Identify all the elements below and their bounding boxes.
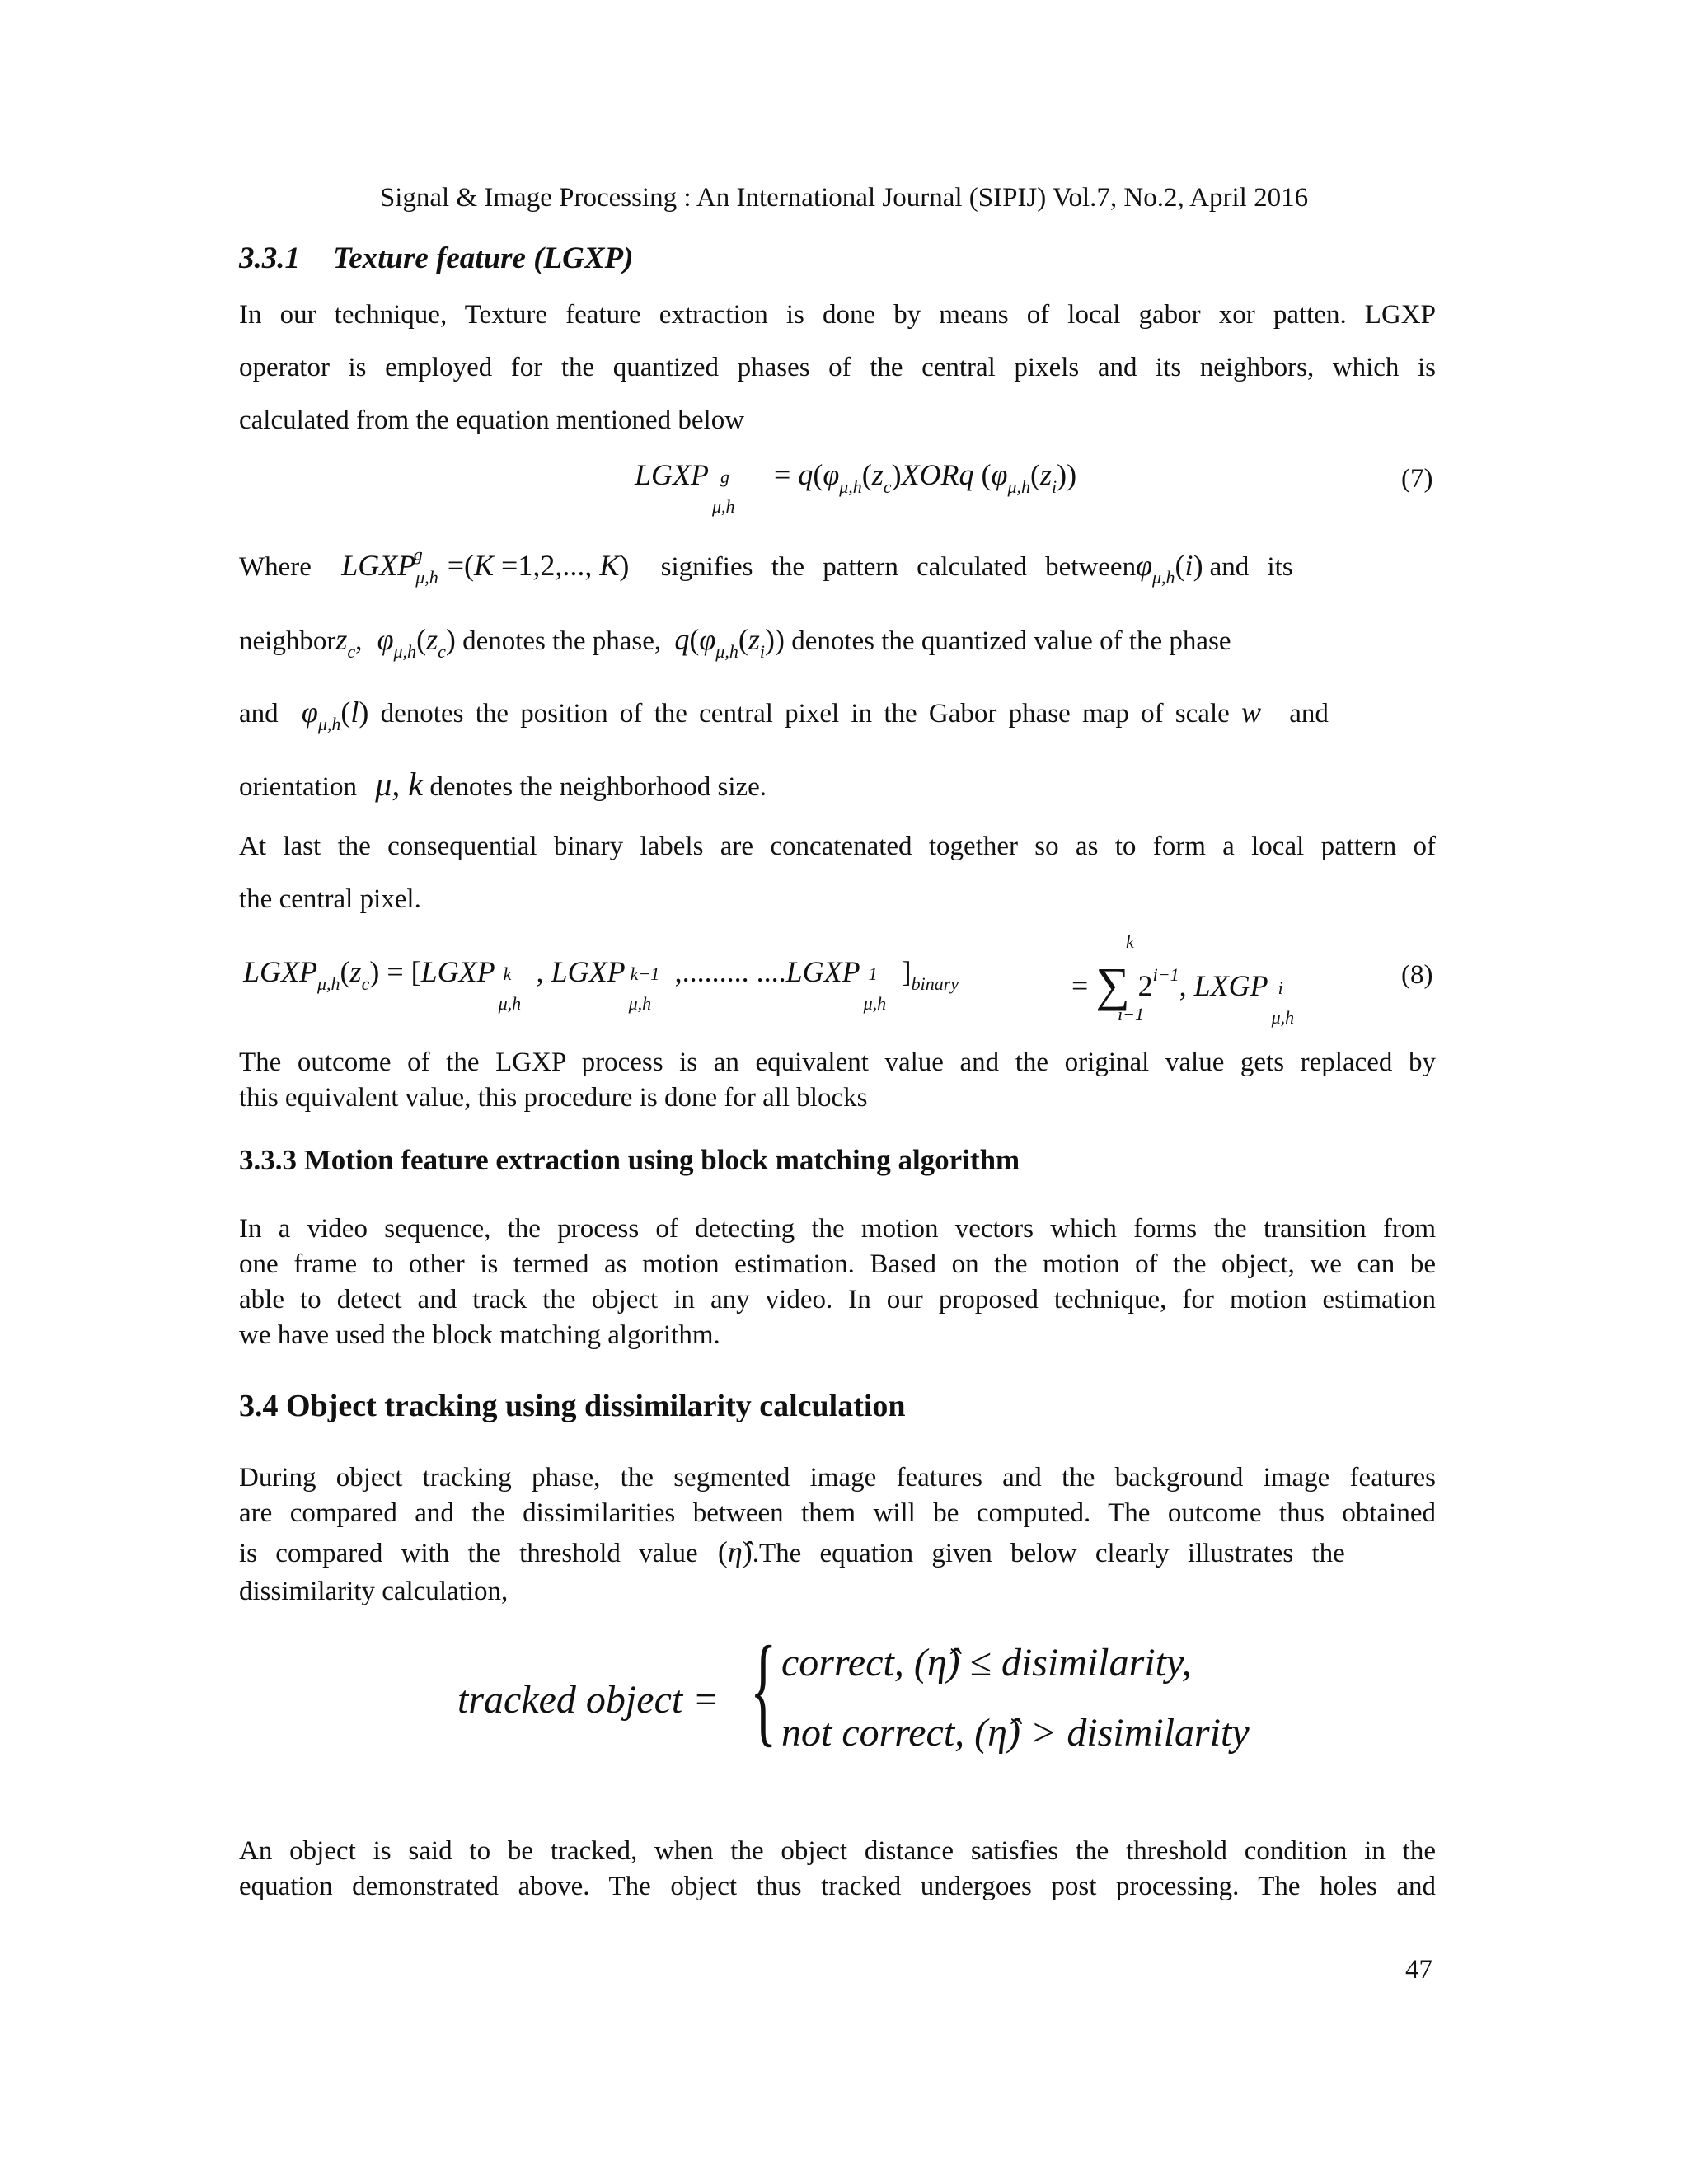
section-heading-3-3-3: 3.3.3 Motion feature extraction using block matching algorithm xyxy=(239,1144,1020,1176)
equation-8-rhs: = ∑ $2^{i-1}$, LXGP i μ,h xyxy=(1071,958,1295,1028)
section-number: 3.3.1 xyxy=(239,241,300,275)
orientation-word: orientation xyxy=(239,772,357,802)
where-word: Where xyxy=(239,552,312,582)
text-line: we have used the block matching algorithm. xyxy=(239,1320,720,1350)
where-line: Where $LGXP_{\mu,h}^g =(K =1,2$,..., K) signifies the pattern calculated betweenφ$_{\mu,h}$(i) and its xyxy=(239,544,1293,588)
and-word: and xyxy=(239,699,279,729)
paragraph-tracking xyxy=(239,1460,1436,1531)
orientation-line xyxy=(239,765,767,804)
text-line: The outcome of the LGXP process is an equivalent value and the original value gets replaced by xyxy=(239,1047,1436,1077)
paragraph-tracked xyxy=(239,1834,1436,1905)
neighborhood-text: denotes the neighborhood size. xyxy=(429,772,767,802)
scale-variable: w xyxy=(1241,696,1262,729)
case-not-correct: not correct, (η̂) > disimilarity xyxy=(781,1711,1250,1755)
denotes-phase: denotes the phase, xyxy=(462,626,662,656)
text-line: calculated from the equation mentioned below xyxy=(239,405,745,435)
threshold-line: is compared with the threshold value (η̂).The equation given below clearly illustrates the xyxy=(239,1535,1345,1568)
sum-upper-limit: k xyxy=(1126,931,1134,952)
and-its: and its xyxy=(1209,552,1293,582)
text-line: At last the consequential binary labels are concatenated together so as to form a local pattern of xyxy=(239,832,1436,861)
text-line: In a video sequence, the process of detecting the motion vectors which forms the transition from xyxy=(239,1214,1436,1244)
paragraph-lgxp-intro xyxy=(239,288,1436,447)
sum-lower-limit: i−1 xyxy=(1118,1004,1144,1024)
text-line: one frame to other is termed as motion estimation. Based on the motion of the object, we can be xyxy=(239,1249,1436,1279)
mu-k: μ, k xyxy=(375,766,424,803)
and-word-2: and xyxy=(1289,699,1329,729)
text-line: In our technique, Texture feature extraction is done by means of local gabor xor patten. LGXP xyxy=(239,300,1436,330)
text-line: the central pixel. xyxy=(239,884,421,914)
signifies-text: signifies the pattern calculated between xyxy=(660,552,1137,582)
equation-number-7: (7) xyxy=(1401,464,1433,494)
case-correct: correct, (η̂) ≤ disimilarity, xyxy=(781,1641,1192,1685)
paragraph-motion xyxy=(239,1212,1436,1353)
text-line: operator is employed for the quantized phases of the central pixels and its neighbors, which is xyxy=(239,353,1436,382)
section-title: Texture feature (LGXP) xyxy=(333,241,634,275)
position-line: and $\varphi_{\mu,h}(l)$ denotes the position of the central pixel in the Gabor phase map of scale w and xyxy=(239,696,1329,734)
text-line: During object tracking phase, the segmented image features and the background image features xyxy=(239,1463,1436,1493)
text-line: this equivalent value, this procedure is done for all blocks xyxy=(239,1083,868,1113)
equation-7: LGXP g μ,h = $q(\varphi_{\mu,h}(z_c)XORq$ $(\varphi_{\mu,h}(z_i))$ xyxy=(635,458,1077,517)
left-brace: { xyxy=(750,1621,777,1758)
page-number: 47 xyxy=(1405,1955,1432,1985)
section-heading-3-4: 3.4 Object tracking using dissimilarity calculation xyxy=(239,1389,906,1423)
text-line: able to detect and track the object in any video. In our proposed technique, for motion estimation xyxy=(239,1285,1436,1315)
tracked-object-lhs: tracked object = xyxy=(457,1678,720,1722)
text-line: An object is said to be tracked, when the object distance satisfies the threshold condition in the xyxy=(239,1836,1436,1866)
text-line: are compared and the dissimilarities between them will be computed. The outcome thus obtained xyxy=(239,1498,1436,1528)
running-head: Signal & Image Processing : An International Journal (SIPIJ) Vol.7, No.2, April 2016 xyxy=(379,183,1309,213)
threshold-text-left: is compared with the threshold value xyxy=(239,1539,698,1568)
threshold-text-right: .The equation given below clearly illustrates the xyxy=(752,1539,1345,1568)
equation-number-8: (8) xyxy=(1401,960,1433,990)
denotes-quantized: denotes the quantized value of the phase xyxy=(791,626,1231,656)
paragraph-lgxp-outcome xyxy=(239,1045,1436,1116)
denotes-position: denotes the position of the central pixel in the Gabor phase map of scale xyxy=(380,699,1230,729)
section-heading-3-3-1 xyxy=(239,241,633,276)
neighbor-word: neighbor xyxy=(239,626,336,656)
text-line: equation demonstrated above. The object thus tracked undergoes post processing. The holes and xyxy=(239,1872,1436,1901)
paragraph-concatenation xyxy=(239,820,1436,926)
equation-8: $LGXP_{\mu,h}(z_c)$ = [LGXP k μ,h , LGXP k−1 μ,h ,......... ....LGXP 1 μ,h ]$_{binary}$ xyxy=(243,955,959,1014)
neighbor-line: neighborz$_c$, $\varphi_{\mu,h}(z_c)$ denotes the phase, $q(\varphi_{\mu,h}(z_i))$ denotes the quantized value of the phase xyxy=(239,623,1231,662)
dissimilarity-line: dissimilarity calculation, xyxy=(239,1577,509,1606)
